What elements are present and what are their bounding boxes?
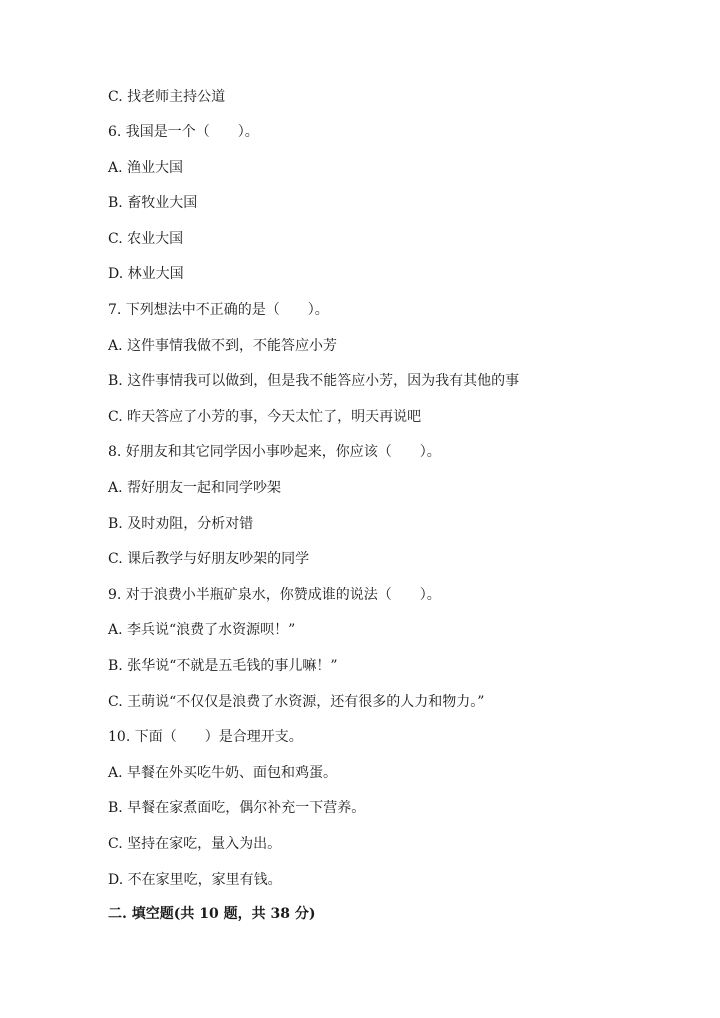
option-6a: A. 渔业大国 bbox=[108, 160, 184, 176]
option-9c: C. 王萌说“不仅仅是浪费了水资源，还有很多的人力和物力。” bbox=[108, 694, 485, 710]
option-8c: C. 课后教学与好朋友吵架的同学 bbox=[108, 551, 310, 567]
option-7b: B. 这件事情我可以做到，但是我不能答应小芳，因为我有其他的事 bbox=[108, 373, 520, 389]
option-6c: C. 农业大国 bbox=[108, 231, 184, 247]
option-7a: A. 这件事情我做不到，不能答应小芳 bbox=[108, 338, 338, 354]
question-9: 9. 对于浪费小半瓶矿泉水，你赞成谁的说法（ ）。 bbox=[108, 587, 441, 603]
option-8a: A. 帮好朋友一起和同学吵架 bbox=[108, 480, 282, 496]
option-9a: A. 李兵说“浪费了水资源呗！” bbox=[108, 622, 296, 638]
question-10: 10. 下面（ ）是合理开支。 bbox=[108, 729, 303, 745]
section-heading: 二. 填空题(共 10 题，共 38 分) bbox=[108, 906, 316, 922]
option-7c: C. 昨天答应了小芳的事，今天太忙了，明天再说吧 bbox=[108, 409, 422, 425]
option-10c: C. 坚持在家吃，量入为出。 bbox=[108, 836, 282, 852]
option-9b: B. 张华说“不就是五毛钱的事儿嘛！” bbox=[108, 658, 338, 674]
option-5c: C. 找老师主持公道 bbox=[108, 89, 226, 105]
question-7: 7. 下列想法中不正确的是（ ）。 bbox=[108, 302, 329, 318]
question-6: 6. 我国是一个（ ）。 bbox=[108, 124, 259, 140]
option-10d: D. 不在家里吃，家里有钱。 bbox=[108, 872, 282, 888]
option-6b: B. 畜牧业大国 bbox=[108, 195, 198, 211]
option-8b: B. 及时劝阻，分析对错 bbox=[108, 516, 254, 532]
option-10a: A. 早餐在外买吃牛奶、面包和鸡蛋。 bbox=[108, 765, 338, 781]
question-8: 8. 好朋友和其它同学因小事吵起来，你应该（ ）。 bbox=[108, 444, 441, 460]
option-10b: B. 早餐在家煮面吃，偶尔补充一下营养。 bbox=[108, 800, 366, 816]
option-6d: D. 林业大国 bbox=[108, 266, 184, 282]
